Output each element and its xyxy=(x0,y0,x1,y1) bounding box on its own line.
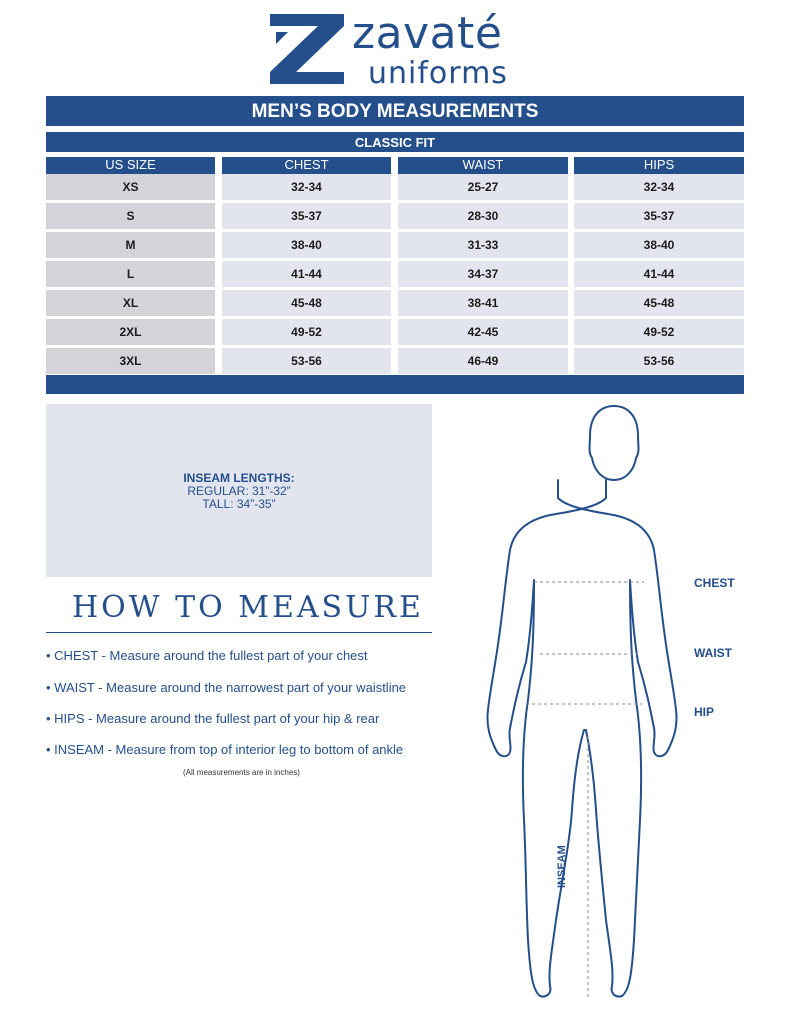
page-title: MEN’S BODY MEASUREMENTS xyxy=(46,96,744,126)
units-note: (All measurements are in inches) xyxy=(183,768,300,777)
brand-logo xyxy=(268,8,538,92)
table-row xyxy=(46,232,744,258)
table-row xyxy=(46,203,744,229)
step-chest: • CHEST - Measure around the fullest part of your chest xyxy=(46,648,368,663)
chest-cell: 45-48 xyxy=(222,290,391,316)
heading-divider xyxy=(46,632,432,633)
table-footer-bar xyxy=(46,375,744,394)
chest-cell: 49-52 xyxy=(222,319,391,345)
chest-cell: 32-34 xyxy=(222,174,391,200)
inseam-lengths-box xyxy=(46,404,432,577)
header-chest: CHEST xyxy=(222,157,391,174)
body-figure xyxy=(470,400,790,1010)
hips-cell: 38-40 xyxy=(574,232,744,258)
brand-tagline: uniforms xyxy=(368,56,508,91)
table-row xyxy=(46,261,744,287)
waist-cell: 34-37 xyxy=(398,261,568,287)
hips-cell: 32-34 xyxy=(574,174,744,200)
waist-cell: 31-33 xyxy=(398,232,568,258)
size-cell: 2XL xyxy=(46,319,215,345)
table-row xyxy=(46,319,744,345)
size-cell: XS xyxy=(46,174,215,200)
header-hips: HIPS xyxy=(574,157,744,174)
table-row xyxy=(46,290,744,316)
inseam-tall: TALL: 34”-35” xyxy=(202,497,276,511)
size-cell: XL xyxy=(46,290,215,316)
chest-cell: 38-40 xyxy=(222,232,391,258)
waist-cell: 46-49 xyxy=(398,348,568,374)
label-waist: WAIST xyxy=(694,646,732,660)
step-waist: • WAIST - Measure around the narrowest part of your waistline xyxy=(46,680,407,695)
waist-cell: 42-45 xyxy=(398,319,568,345)
label-hip: HIP xyxy=(694,705,715,719)
waist-cell: 28-30 xyxy=(398,203,568,229)
label-inseam: INSEAM xyxy=(556,845,568,888)
inseam-title: INSEAM LENGTHS: xyxy=(183,471,295,485)
step-hips: • HIPS - Measure around the fullest part of your hip & rear xyxy=(46,711,380,726)
table-row xyxy=(46,348,744,374)
hips-cell: 49-52 xyxy=(574,319,744,345)
size-cell: S xyxy=(46,203,215,229)
waist-cell: 38-41 xyxy=(398,290,568,316)
size-cell: L xyxy=(46,261,215,287)
label-chest: CHEST xyxy=(694,576,735,590)
hips-cell: 45-48 xyxy=(574,290,744,316)
header-us-size: US SIZE xyxy=(46,157,215,174)
chest-cell: 35-37 xyxy=(222,203,391,229)
brand-name: zavaté xyxy=(352,8,503,59)
header-waist: WAIST xyxy=(398,157,568,174)
hips-cell: 53-56 xyxy=(574,348,744,374)
z-logo-icon xyxy=(268,12,346,86)
fit-subtitle: CLASSIC FIT xyxy=(46,132,744,152)
chest-cell: 53-56 xyxy=(222,348,391,374)
hips-cell: 41-44 xyxy=(574,261,744,287)
size-cell: 3XL xyxy=(46,348,215,374)
inseam-regular: REGULAR: 31”-32” xyxy=(187,484,291,498)
body-outline-icon xyxy=(470,400,790,1010)
size-cell: M xyxy=(46,232,215,258)
hips-cell: 35-37 xyxy=(574,203,744,229)
waist-cell: 25-27 xyxy=(398,174,568,200)
table-row xyxy=(46,174,744,200)
step-inseam: • INSEAM - Measure from top of interior leg to bottom of ankle xyxy=(46,742,404,757)
how-to-measure-heading: HOW TO MEASURE xyxy=(72,590,424,625)
chest-cell: 41-44 xyxy=(222,261,391,287)
